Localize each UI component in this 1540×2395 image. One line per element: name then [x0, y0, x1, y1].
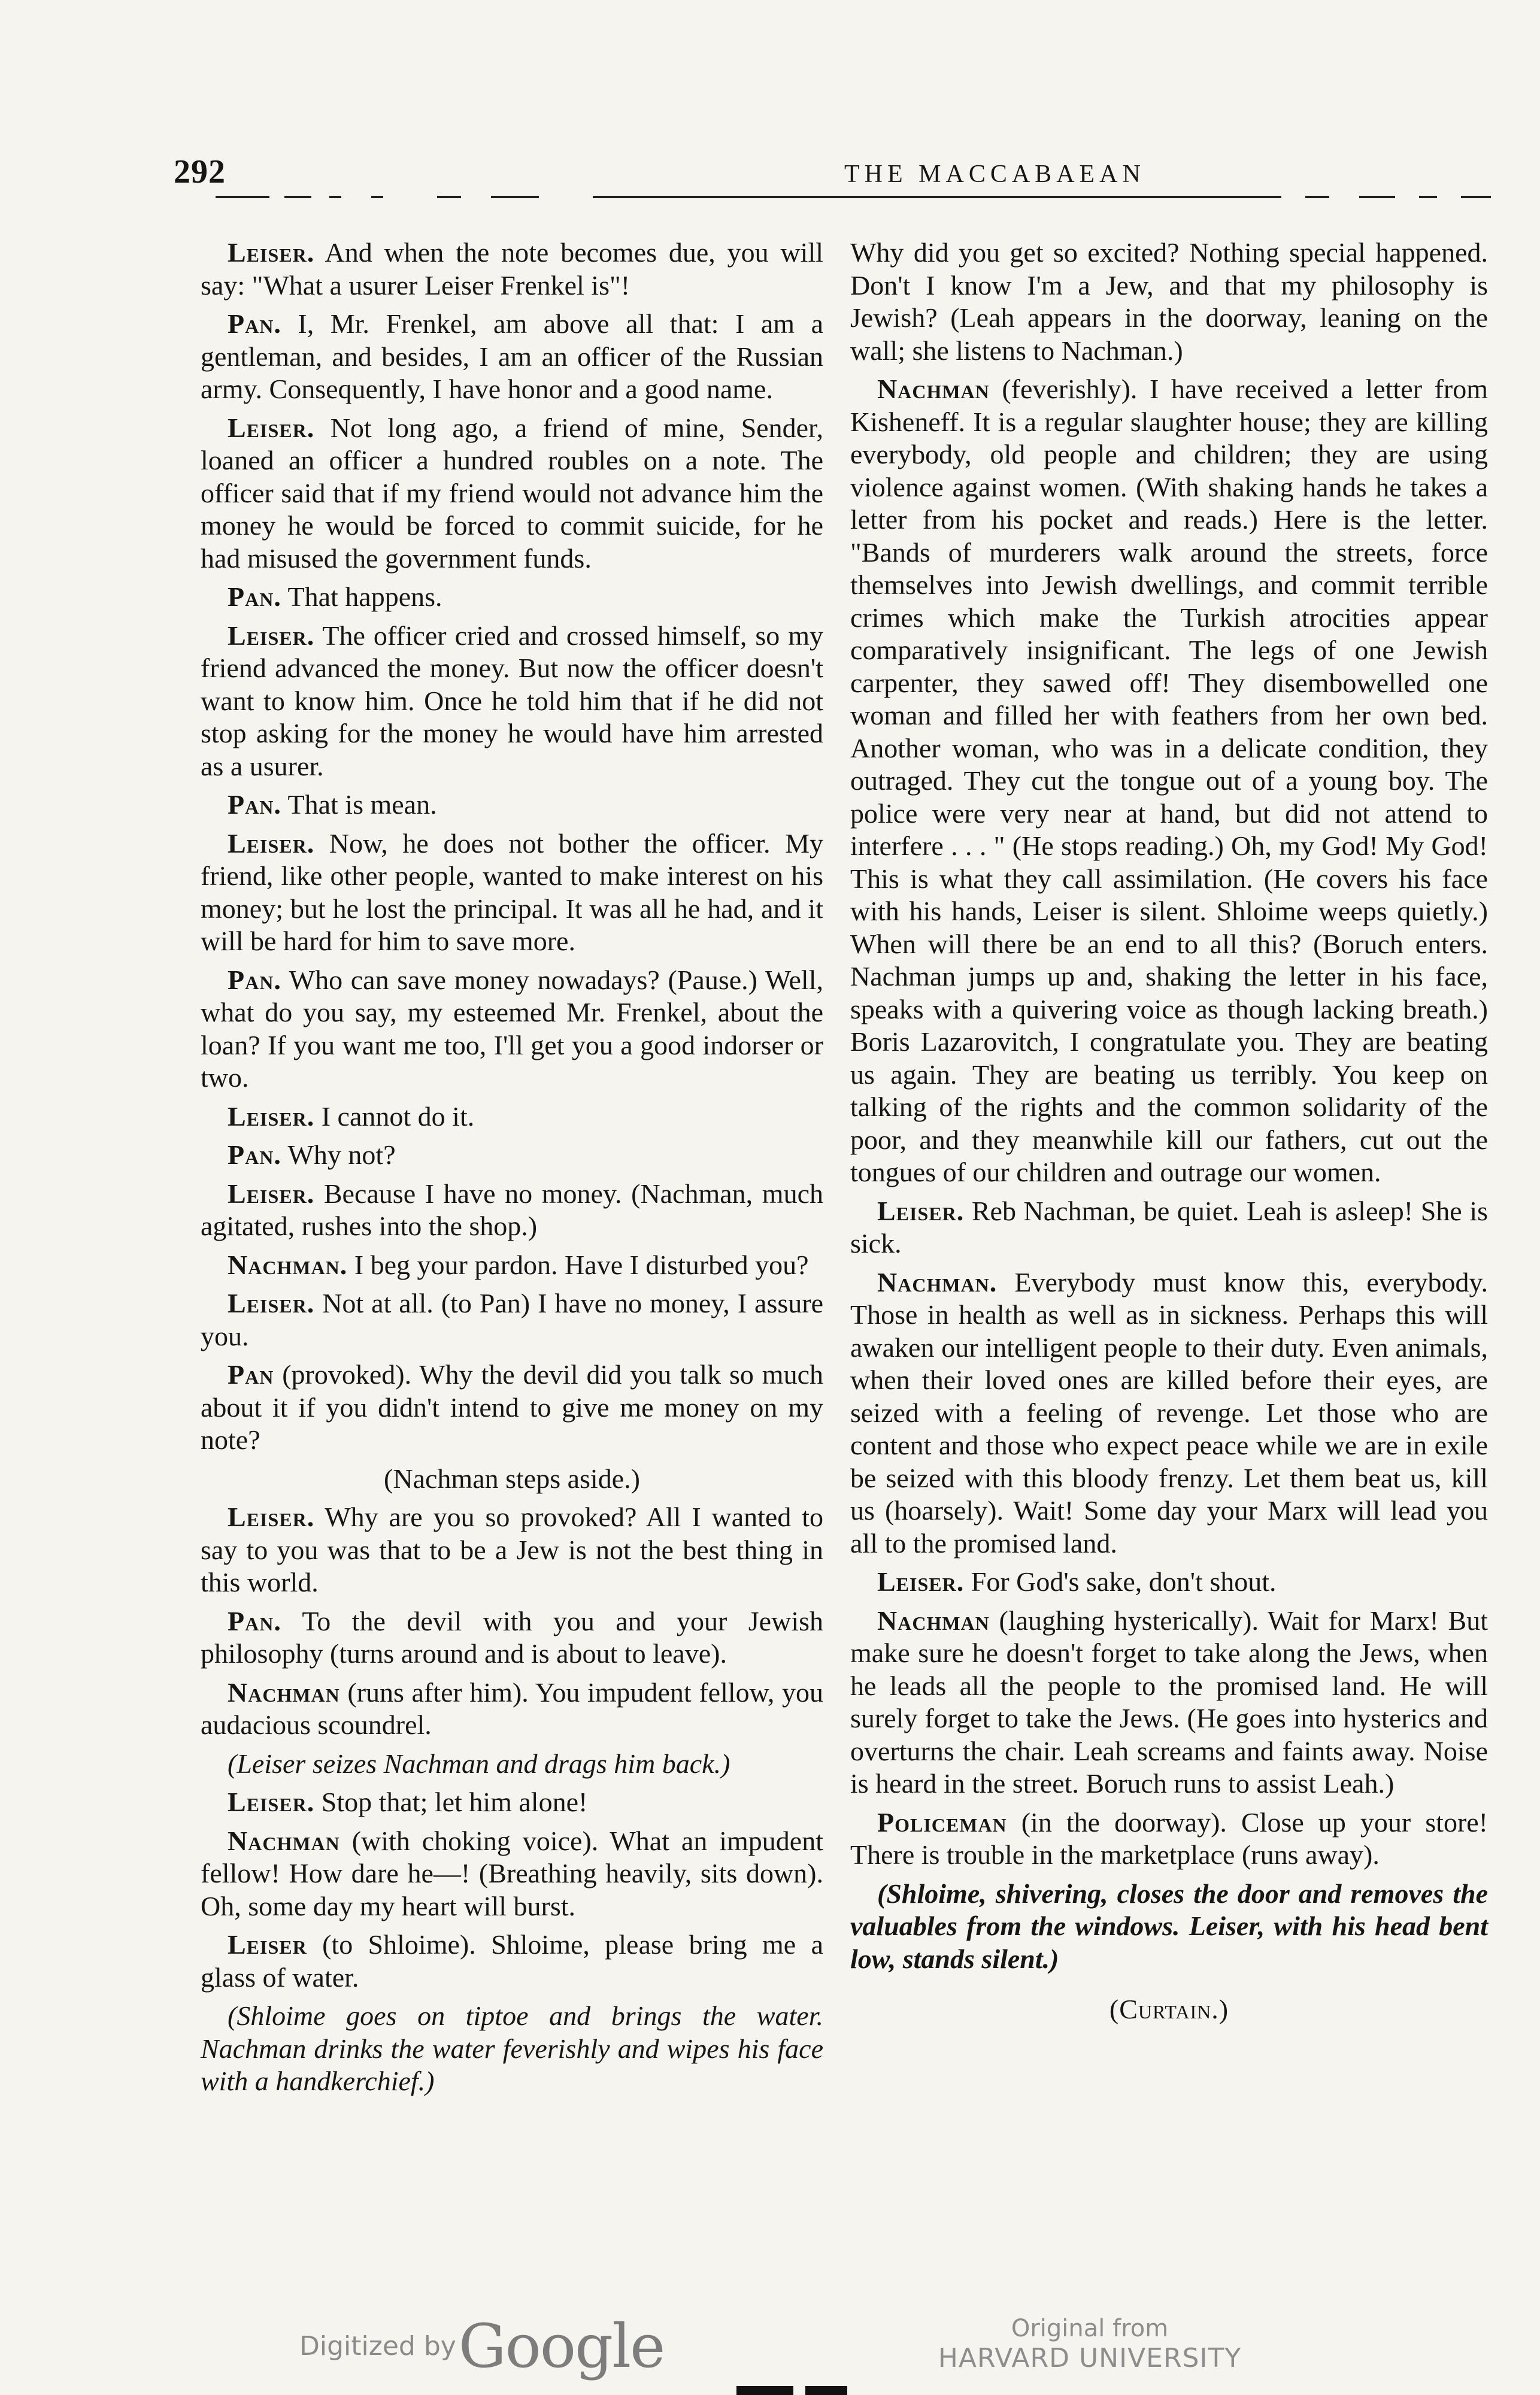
- speaker-name: Leiser.: [228, 1288, 315, 1318]
- speaker-name: Nachman.: [877, 1266, 998, 1297]
- dialogue-text: (in the doorway). Close up your store! There is trouble in the marketplace (runs away).: [850, 1806, 1488, 1870]
- google-logo: Google: [458, 2311, 665, 2381]
- stage-direction: [201, 2000, 823, 2098]
- dialogue-text: Not long ago, a friend of mine, Sender, loaned an officer a hundred roubles on a note. The officer said that if my friend would not advance him the money he would be forced to commit suicide, for he had misused the government funds.: [201, 412, 823, 574]
- dialogue-paragraph: [201, 1825, 823, 1923]
- header-rule-dash: [284, 196, 311, 198]
- header-rule-dash: [1419, 196, 1437, 198]
- dialogue-text: (feverishly). I have received a letter from Kisheneff. It is a regular slaughter house; they are killing everybody, old people and children; they are using violence against women. (With shaking hands he takes a letter from his pocket and reads.) Here is the letter. "Bands of murderers walk around the streets, force themselves into Jewish dwellings, and commit terrible crimes which make the Turkish atrocities appear comparatively insignificant. The legs of one Jewish carpenter, they sawed off! They disembowelled one woman and filled her with feathers from her own bed. Another woman, who was in a delicate condition, they outraged. They cut the tongue out of a young boy. The police were very near at hand, but did not attend to interfere . . . " (He stops reading.) Oh, my God! My God! This is what they call assimilation. (He covers his face with his hands, Leiser is silent. Shloime weeps quietly.) When will there be an end to all this? (Boruch enters. Nachman jumps up and, shaking the letter in his face, speaks with a quivering voice as though lacking breath.) Boris Lazarovitch, I congratulate you. They are beating us again. They are beating us terribly. You keep on talking of the rights and the common solidarity of the poor, and they meanwhile kill our fathers, cut out the tongues of our children and outrage our women.: [850, 374, 1488, 1187]
- speaker-name: Leiser.: [228, 1787, 315, 1817]
- digitized-by-google-watermark: [299, 2311, 664, 2381]
- original-from-text: Original from: [1011, 2315, 1169, 2342]
- dialogue-text: (laughing hysterically). Wait for Marx! But make sure he doesn't forget to take along the Jews, when he leads all the people to the promised land. He will surely forget to take the Jews. (He goes into hysterics and overturns the chair. Leah screams and faints away. Noise is heard in the street. Boruch runs to assist Leah.): [850, 1605, 1488, 1799]
- stage-direction: [201, 1463, 823, 1496]
- stage-direction: [850, 1878, 1488, 1976]
- header-rule-dash: [437, 196, 461, 198]
- dialogue-paragraph: [201, 581, 823, 614]
- speaker-name: Pan: [228, 1359, 274, 1390]
- speaker-name: Pan.: [228, 964, 281, 995]
- speaker-name: Nachman: [877, 1605, 990, 1636]
- stage-direction-text: (Leiser seizes Nachman and drags him back.): [228, 1748, 730, 1779]
- dialogue-text: Everybody must know this, everybody. Those in health as well as in sickness. Perhaps this will awaken our intelligent people to their duty. Even animals, when their loved ones are killed before their eyes, are seized with a feeling of revenge. Let those who are content and those who expect peace while we are in exile be seized with this bloody frenzy. Let them beat us, kill us (hoarsely). Wait! Some day your Marx will lead you all to the promised land.: [850, 1266, 1488, 1559]
- dialogue-paragraph: [850, 1195, 1488, 1260]
- header-rule-right: [593, 196, 1281, 198]
- dialogue-text: The officer cried and crossed himself, so my friend advanced the money. But now the officer doesn't want to know him. Once he told him that if he did not stop asking for the money he would have him arrested as a usurer.: [201, 620, 823, 781]
- header-rule-dash: [491, 196, 539, 198]
- speaker-name: Nachman: [228, 1676, 340, 1708]
- header-rule-dash: [1461, 196, 1491, 198]
- dialogue-paragraph: [201, 308, 823, 406]
- dialogue-paragraph: [201, 1929, 823, 1994]
- page-header: [174, 153, 1503, 201]
- dialogue-paragraph: [201, 620, 823, 783]
- dialogue-paragraph: [201, 1359, 823, 1457]
- dialogue-paragraph: [850, 1566, 1488, 1599]
- speaker-name: Pan.: [228, 1605, 281, 1636]
- speaker-name: Leiser.: [228, 1101, 315, 1132]
- speaker-name: Nachman: [877, 374, 990, 404]
- dialogue-text: (provoked). Why the devil did you talk so much about it if you didn't intend to give me money on my note?: [201, 1359, 823, 1455]
- dialogue-text: That happens.: [281, 581, 442, 612]
- dialogue-text: (with choking voice). What an impudent fellow! How dare he—! (Breathing heavily, sits down). Oh, some day my heart will burst.: [201, 1825, 823, 1921]
- header-rule-dash: [329, 196, 341, 198]
- stage-direction-text: (Shloime, shivering, closes the door and removes the valuables from the windows. Leiser, with his head bent low, stands silent.): [850, 1878, 1488, 1974]
- speaker-name: Pan.: [228, 789, 281, 820]
- page-number: 292: [174, 153, 226, 190]
- dialogue-paragraph: [201, 412, 823, 575]
- dialogue-paragraph: [201, 237, 823, 302]
- bottom-edge-mark: [805, 2386, 847, 2395]
- dialogue-paragraph: [201, 1676, 823, 1742]
- dialogue-text: Now, he does not bother the officer. My friend, like other people, wanted to make interest on his money; but he lost the principal. It was all he had, and it will be hard for him to save more.: [201, 827, 823, 956]
- dialogue-paragraph: [201, 1605, 823, 1671]
- dialogue-text: I beg your pardon. Have I disturbed you?: [347, 1249, 809, 1280]
- stage-direction-text: (Nachman steps aside.): [384, 1463, 640, 1494]
- speaker-name: Pan.: [228, 1139, 281, 1170]
- dialogue-text: (runs after him). You impudent fellow, you audacious scoundrel.: [201, 1676, 823, 1740]
- speaker-name: Leiser.: [228, 1502, 315, 1532]
- header-rule-dash: [1359, 196, 1395, 198]
- dialogue-text: Because I have no money. (Nachman, much agitated, rushes into the shop.): [201, 1178, 823, 1241]
- curtain-direction: [850, 1993, 1488, 2026]
- left-column: [201, 237, 823, 2104]
- dialogue-text: Why not?: [281, 1139, 396, 1170]
- dialogue-text: Why are you so provoked? All I wanted to say to you was that to be a Jew is not the best thing in this world.: [201, 1502, 823, 1597]
- dialogue-text: Not at all. (to Pan) I have no money, I assure you.: [201, 1288, 823, 1351]
- dialogue-paragraph: [201, 789, 823, 821]
- dialogue-paragraph: [201, 1178, 823, 1243]
- bottom-edge-mark: [736, 2386, 793, 2395]
- header-rule-dash: [1305, 196, 1329, 198]
- dialogue-text: I, Mr. Frenkel, am above all that: I am a gentleman, and besides, I am an officer of the Russian army. Consequently, I have honor and a good name.: [201, 308, 823, 404]
- header-rule-left: [216, 196, 269, 198]
- dialogue-paragraph: [201, 1287, 823, 1353]
- dialogue-paragraph: [201, 1249, 823, 1282]
- speaker-name: Pan.: [228, 581, 281, 612]
- header-rule-dash: [371, 196, 383, 198]
- speaker-name: Leiser.: [228, 1178, 315, 1209]
- speaker-name: Leiser.: [228, 620, 315, 651]
- speaker-name: Leiser.: [228, 412, 315, 443]
- dialogue-text: I cannot do it.: [314, 1101, 475, 1132]
- dialogue-text: That is mean.: [281, 789, 437, 820]
- dialogue-paragraph: [201, 1786, 823, 1819]
- speaker-name: Leiser.: [228, 237, 315, 268]
- running-title: THE MACCABAEAN: [844, 160, 1145, 188]
- dialogue-paragraph: [850, 237, 1488, 367]
- speaker-name: Nachman.: [228, 1249, 348, 1280]
- dialogue-paragraph: [850, 1605, 1488, 1800]
- speaker-name: Policeman: [877, 1806, 1007, 1838]
- dialogue-paragraph: [201, 1101, 823, 1133]
- speaker-name: Leiser.: [228, 827, 315, 859]
- speaker-name: Leiser.: [877, 1566, 965, 1597]
- dialogue-paragraph: [201, 964, 823, 1095]
- dialogue-text: And when the note becomes due, you will say: "What a usurer Leiser Frenkel is"!: [201, 237, 823, 301]
- institution-text: HARVARD UNIVERSITY: [938, 2343, 1242, 2373]
- dialogue-paragraph: [850, 1806, 1488, 1872]
- dialogue-text: Who can save money nowadays? (Pause.) Well, what do you say, my esteemed Mr. Frenkel, about the loan? If you want me too, I'll get you a good indorser or two.: [201, 964, 823, 1093]
- dialogue-paragraph: [201, 1501, 823, 1599]
- stage-direction: [201, 1748, 823, 1781]
- dialogue-text: (to Shloime). Shloime, please bring me a glass of water.: [201, 1929, 823, 1993]
- dialogue-text: To the devil with you and your Jewish philosophy (turns around and is about to leave).: [201, 1605, 823, 1669]
- digitized-by-text: Digitized by: [299, 2331, 456, 2361]
- speaker-name: Leiser.: [877, 1195, 965, 1226]
- right-column: [850, 237, 1488, 2032]
- speaker-name: Leiser: [228, 1929, 307, 1960]
- dialogue-text: Reb Nachman, be quiet. Leah is asleep! She is sick.: [850, 1195, 1488, 1259]
- stage-direction-text: (Shloime goes on tiptoe and brings the water. Nachman drinks the water feverishly and wipes his face with a handkerchief.): [201, 2000, 823, 2096]
- original-from-watermark: [934, 2314, 1245, 2374]
- dialogue-text: For God's sake, don't shout.: [964, 1566, 1277, 1597]
- dialogue-text: Stop that; let him alone!: [314, 1787, 588, 1817]
- dialogue-paragraph: [850, 373, 1488, 1189]
- dialogue-paragraph: [201, 1139, 823, 1172]
- speaker-name: Pan.: [228, 308, 281, 339]
- speaker-name: Nachman: [228, 1825, 340, 1856]
- curtain-text: (Curtain.): [1109, 1994, 1229, 2024]
- dialogue-paragraph: [850, 1266, 1488, 1560]
- dialogue-text: Why did you get so excited? Nothing special happened. Don't I know I'm a Jew, and that my philosophy is Jewish? (Leah appears in the doorway, leaning on the wall; she listens to Nachman.): [850, 237, 1488, 366]
- dialogue-paragraph: [201, 827, 823, 958]
